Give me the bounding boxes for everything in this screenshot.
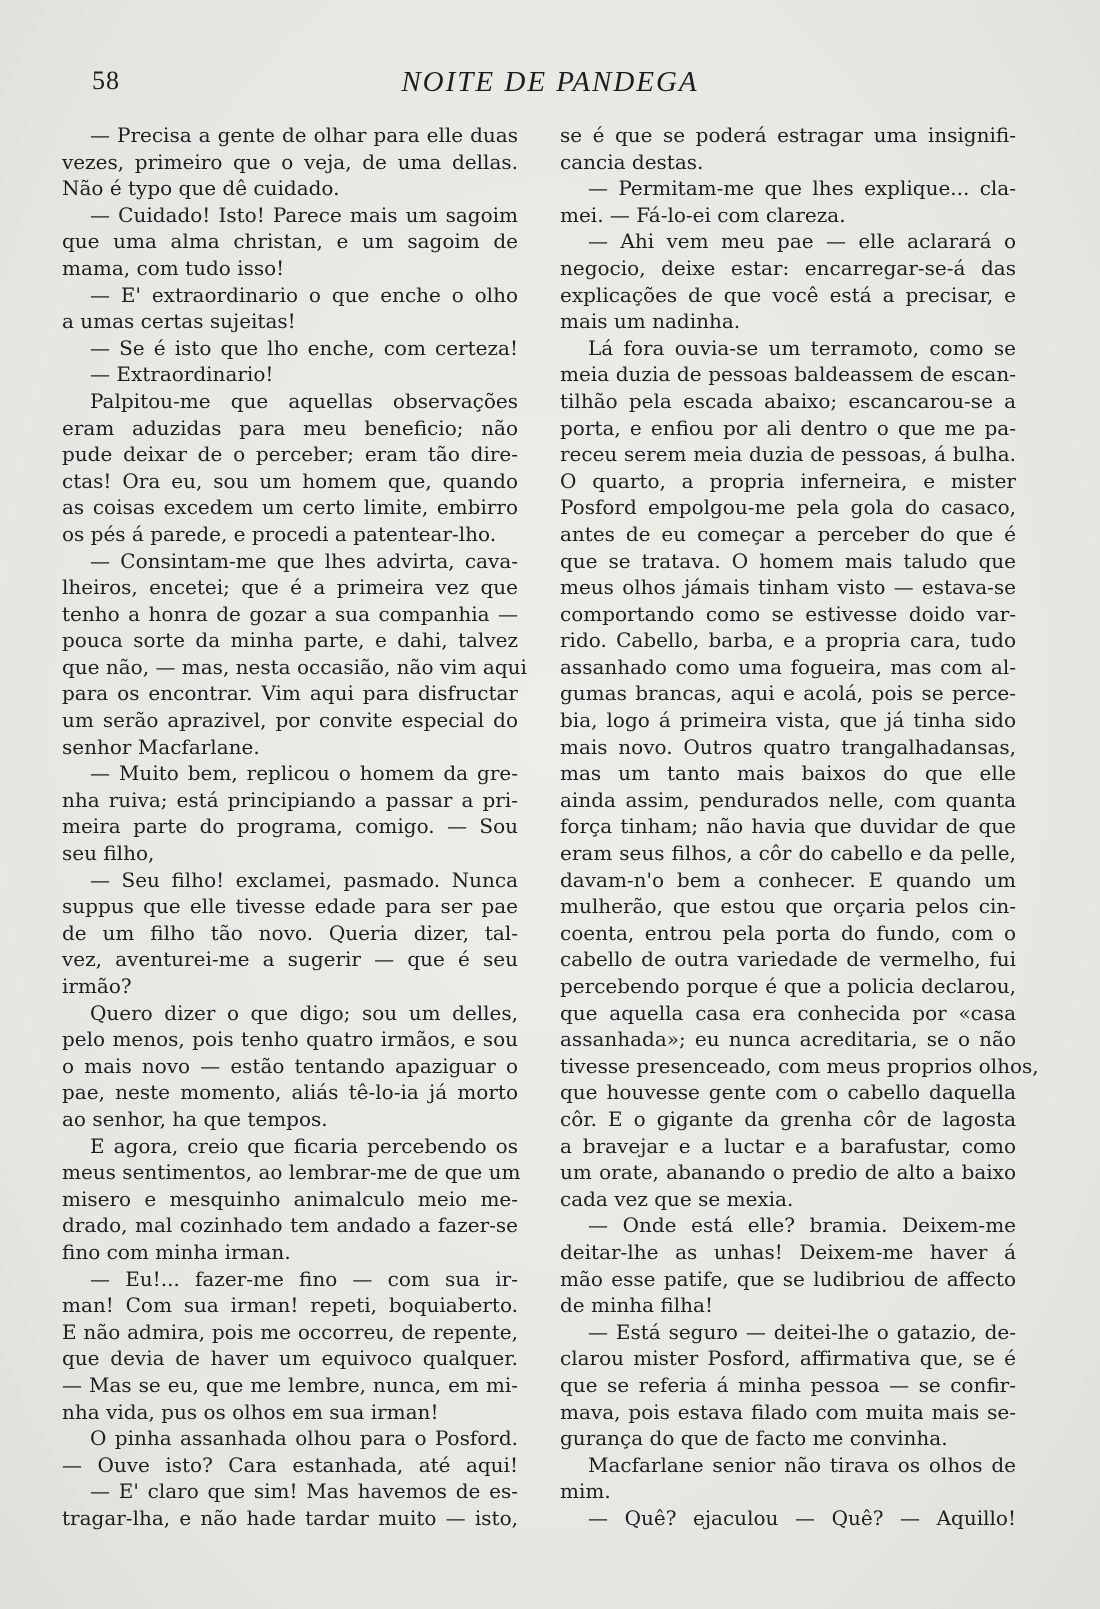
text-line: mim. [560,1479,611,1504]
text-line: O pinha assanhada olhou para o Posford. [90,1426,518,1451]
text-line: força tinham; não havia que duvidar de que [560,814,1016,839]
text-line: assanhada»; eu nunca acreditaria, se o não [560,1027,1016,1052]
text-line: porta, e enfiou por ali dentro o que me pa- [560,415,1016,440]
text-line: rido. Cabello, barba, e a propria cara, tudo [560,628,1016,653]
text-line: mas um tanto mais baixos do que elle [560,761,1016,786]
text-line: meus sentimentos, ao lembrar-me de que um [62,1160,521,1185]
text-line: mava, pois estava filado com muita mais se- [560,1399,1016,1424]
text-line: que se tratava. O homem mais taludo que [560,548,1016,573]
text-line: — Eu!... fazer-me fino — com sua ir- [90,1266,518,1291]
text-line: Posford empolgou-me pela gola do casaco, [560,495,1016,520]
text-line: mão esse patife, que se ludibriou de affecto [560,1266,1016,1291]
text-line: um orate, abanando o predio de alto a baixo [560,1160,1016,1185]
text-line: meira parte do programa, comigo. — Sou [62,814,518,839]
text-line: tivesse presenceado, com meus proprios olhos, [560,1053,1039,1078]
text-line: — Está seguro — deitei-lhe o gatazio, de- [588,1319,1016,1344]
text-line: misero e mesquinho animalculo meio me- [62,1186,518,1211]
text-line: Macfarlane senior não tirava os olhos de [588,1452,1016,1477]
text-line: mais novo. Outros quatro trangalhadansas, [560,734,1016,759]
text-line: bia, logo á primeira vista, que já tinha sido [560,708,1016,733]
text-line: de minha filha! [560,1293,713,1318]
text-line: senhor Macfarlane. [62,734,260,759]
text-line: ao senhor, ha que tempos. [62,1106,328,1131]
text-line: que devia de haver um equivoco qualquer. [62,1346,518,1371]
text-line: tragar-lha, e não hade tardar muito — isto, [62,1505,518,1530]
text-line: Quero dizer o que digo; sou um delles, [90,1000,518,1025]
text-line: assanhado como uma fogueira, mas com al- [560,654,1016,679]
text-line: — Mas se eu, que me lembre, nunca, em mi- [62,1372,518,1397]
text-line: explicações de que você está a precisar, e [560,282,1016,307]
text-line: — Permitam-me que lhes explique... cla- [588,176,1016,201]
text-line: fino com minha irman. [62,1239,291,1264]
text-line: ctas! Ora eu, sou um homem que, quando [62,468,518,493]
text-line: percebendo porque é que a policia declarou, [560,974,1016,998]
text-line: — Quê? ejaculou — Quê? — Aquillo! [588,1505,1016,1530]
text-line: — Cuidado! Isto! Parece mais um sagoim [90,202,518,227]
text-line: mulherão, que estou que orçaria pelos cin- [560,894,1016,919]
text-line: Não é typo que dê cuidado. [62,176,340,201]
text-column-left [62,122,527,1531]
text-line: suppus que elle tivesse edade para ser pae [62,894,518,919]
text-line: gurança do que de facto me convinha. [560,1426,948,1451]
text-line: — Ouve isto? Cara estanhada, até aqui! [62,1452,518,1477]
text-line: irmão? [62,974,132,998]
text-line: O quarto, a propria inferneira, e mister [560,468,1016,493]
text-line: seu filho, [62,841,155,866]
text-line: coenta, entrou pela porta do fundo, com o [560,920,1016,945]
text-line: meia duzia de pessoas baldeassem de escan- [560,362,1016,387]
text-line: antes de eu começar a perceber do que é [560,521,1016,546]
text-line: tilhão pela escada abaixo; escancarou-se a [560,388,1016,413]
text-column-right [560,122,1039,1531]
text-line: ainda assim, pendurados nelle, com quanta [560,787,1016,812]
text-line: se é que se poderá estragar uma insignifi- [560,123,1016,147]
text-line: Palpitou-me que aquellas observações [90,388,518,413]
text-line: eram aduzidas para meu beneficio; não [62,415,518,440]
text-line: de um filho tão novo. Queria dizer, tal- [62,920,518,945]
text-line: nha ruiva; está principiando a passar a pri- [62,787,518,812]
text-line: para os encontrar. Vim aqui para disfructar [62,681,518,706]
text-line: — E' claro que sim! Mas havemos de es- [90,1479,518,1504]
text-line: gumas brancas, aqui e acolá, pois se perce- [560,681,1016,706]
text-line: mama, com tudo isso! [62,255,285,280]
text-line: que se referia á minha pessoa — se confir- [560,1372,1016,1397]
text-line: davam-n'o bem a conhecer. E quando um [560,867,1016,892]
text-line: côr. E o gigante da grenha côr de lagosta [560,1106,1016,1131]
text-line: meus olhos jámais tinham visto — estava-se [560,575,1016,600]
text-line: que houvesse gente com o cabello daquella [560,1080,1016,1105]
text-line: — Extraordinario! [90,362,274,387]
page-number: 58 [92,66,120,95]
text-line: que não, — mas, nesta occasião, não vim aqui [62,654,527,679]
text-line: as coisas excedem um certo limite, embirro [62,495,518,520]
text-line: pelo menos, pois tenho quatro irmãos, e sou [62,1027,518,1052]
text-line: a bravejar e a luctar e a barafustar, como [560,1133,1016,1158]
text-line: pude deixar de o perceber; eram tão dire- [62,442,518,467]
text-line: os pés á parede, e procedi a patentear-lho. [62,521,497,546]
text-line: pae, neste momento, aliás tê-lo-ia já morto [62,1080,518,1105]
text-line: — E' extraordinario o que enche o olho [90,282,518,307]
text-line: — Onde está elle? bramia. Deixem-me [588,1213,1016,1238]
text-line: receu serem meia duzia de pessoas, á bulha. [560,442,1016,467]
text-line: um serão aprazivel, por convite especial do [62,708,518,733]
text-line: — Ahi vem meu pae — elle aclarará o [588,229,1016,254]
text-line: lheiros, encetei; que é a primeira vez que [62,575,518,600]
text-line: a umas certas sujeitas! [62,309,296,334]
text-line: man! Com sua irman! repeti, boquiaberto. [62,1293,518,1318]
text-line: o mais novo — estão tentando apaziguar o [62,1053,518,1078]
text-line: — Seu filho! exclamei, pasmado. Nunca [90,867,518,892]
text-line: — Muito bem, replicou o homem da gre- [90,761,518,786]
text-line: cabello de outra variedade de vermelho, fui [560,947,1016,972]
text-line: — Se é isto que lho enche, com certeza! [90,335,518,360]
text-line: que uma alma christan, e um sagoim de [62,229,518,254]
text-line: Lá fora ouvia-se um terramoto, como se [588,335,1016,360]
text-line: E não admira, pois me occorreu, de repente, [62,1319,518,1344]
text-line: vez, aventurei-me a sugerir — que é seu [62,947,518,972]
text-line: — Precisa a gente de olhar para elle duas [90,123,518,147]
text-line: negocio, deixe estar: encarregar-se-á das [560,255,1016,280]
text-line: pouca sorte da minha parte, e dahi, talvez [62,628,518,653]
running-title: NOITE DE PANDEGA [401,66,699,98]
text-line: nha vida, pus os olhos em sua irman! [62,1399,439,1424]
text-line: clarou mister Posford, affirmativa que, se é [560,1346,1016,1371]
text-line: drado, mal cozinhado tem andado a fazer-se [62,1213,518,1238]
text-line: E agora, creio que ficaria percebendo os [90,1133,518,1158]
text-line: cada vez que se mexia. [560,1186,794,1211]
text-line: cancia destas. [560,149,704,174]
text-line: eram seus filhos, a côr do cabello e da pelle, [560,841,1016,866]
text-line: tenho a honra de gozar a sua companhia — [62,601,518,626]
text-line: comportando como se estivesse doido var- [560,601,1016,626]
text-line: — Consintam-me que lhes advirta, cava- [90,548,518,573]
text-line: mei. — Fá-lo-ei com clareza. [560,202,846,227]
text-line: deitar-lhe as unhas! Deixem-me haver á [560,1239,1016,1264]
text-line: mais um nadinha. [560,309,741,334]
text-line: que aquella casa era conhecida por «casa [560,1000,1016,1025]
text-line: vezes, primeiro que o veja, de uma dellas. [62,149,518,174]
